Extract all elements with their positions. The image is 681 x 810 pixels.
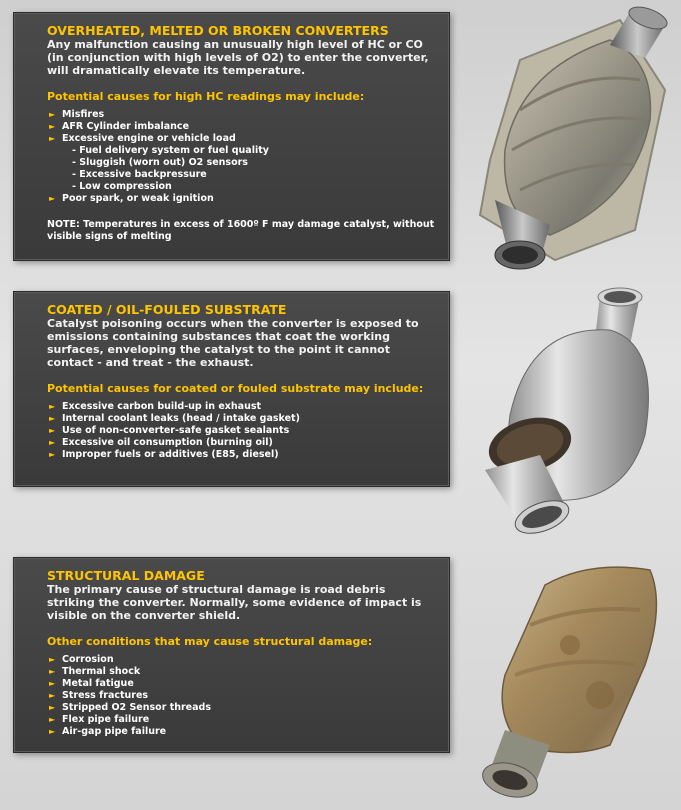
section-title: STRUCTURAL DAMAGE <box>47 568 205 583</box>
list-item: ► Use of non-converter-safe gasket sealants <box>49 425 290 436</box>
list-item: ► Stripped O2 Sensor threads <box>49 702 211 713</box>
section-description: Catalyst poisoning occurs when the converter is exposed to emissions containing substances that coat the working surfaces, enveloping the catalyst to the point it cannot contact - and treat - the exhaust. <box>47 317 419 369</box>
bullet-arrow-icon: ► <box>49 438 56 447</box>
section-subheading: Potential causes for coated or fouled substrate may include: <box>47 382 424 395</box>
section-overheated <box>13 12 450 261</box>
list-item: ► Misfires <box>49 109 105 120</box>
list-item: ► Internal coolant leaks (head / intake gasket) <box>49 413 300 424</box>
bullet-arrow-icon: ► <box>49 450 56 459</box>
section-structural <box>13 557 450 753</box>
bullet-arrow-icon: ► <box>49 667 56 676</box>
bullet-arrow-icon: ► <box>49 194 56 203</box>
section-subheading: Potential causes for high HC readings may include: <box>47 90 365 103</box>
bullet-arrow-icon: ► <box>49 691 56 700</box>
bullet-arrow-icon: ► <box>49 426 56 435</box>
bullet-arrow-icon: ► <box>49 727 56 736</box>
list-item: ► Thermal shock <box>49 666 141 677</box>
cause-list <box>47 109 437 205</box>
bullet-arrow-icon: ► <box>49 703 56 712</box>
bullet-arrow-icon: ► <box>49 122 56 131</box>
list-item: ► Metal fatigue <box>49 678 134 689</box>
list-subitem: - Fuel delivery system or fuel quality <box>72 145 269 156</box>
bullet-arrow-icon: ► <box>49 715 56 724</box>
list-item: ► Air-gap pipe failure <box>49 726 167 737</box>
section-title: OVERHEATED, MELTED OR BROKEN CONVERTERS <box>47 23 389 38</box>
list-item: ► AFR Cylinder imbalance <box>49 121 190 132</box>
section-coated <box>13 291 450 487</box>
bullet-arrow-icon: ► <box>49 134 56 143</box>
section-title: COATED / OIL-FOULED SUBSTRATE <box>47 302 287 317</box>
bullet-arrow-icon: ► <box>49 110 56 119</box>
bullet-arrow-icon: ► <box>49 414 56 423</box>
bullet-arrow-icon: ► <box>49 655 56 664</box>
list-item: ► Improper fuels or additives (E85, diesel) <box>49 449 279 460</box>
cause-list <box>47 654 437 738</box>
list-item: ► Poor spark, or weak ignition <box>49 193 214 204</box>
list-item: ► Stress fractures <box>49 690 149 701</box>
melted-converter-image <box>460 0 681 280</box>
list-item: ► Flex pipe failure <box>49 714 150 725</box>
section-note: NOTE: Temperatures in excess of 1600º F may damage catalyst, without visible signs of melting <box>47 219 435 242</box>
cause-list <box>47 401 437 461</box>
list-item: ► Excessive carbon build-up in exhaust <box>49 401 262 412</box>
list-item: ► Excessive engine or vehicle load <box>49 133 236 144</box>
list-item: ► Corrosion <box>49 654 114 665</box>
bullet-arrow-icon: ► <box>49 402 56 411</box>
section-description: Any malfunction causing an unusually high level of HC or CO (in conjunction with high levels of O2) to enter the converter, will dramatically elevate its temperature. <box>47 38 429 77</box>
coated-converter-image <box>460 285 681 545</box>
section-subheading: Other conditions that may cause structural damage: <box>47 635 373 648</box>
list-item: ► Excessive oil consumption (burning oil) <box>49 437 273 448</box>
list-subitem: - Excessive backpressure <box>72 169 207 180</box>
list-subitem: - Sluggish (worn out) O2 sensors <box>72 157 248 168</box>
section-description: The primary cause of structural damage is road debris striking the converter. Normally, some evidence of impact is visible on the converter shield. <box>47 583 422 622</box>
list-subitem: - Low compression <box>72 181 172 192</box>
damaged-converter-image <box>460 555 681 810</box>
bullet-arrow-icon: ► <box>49 679 56 688</box>
